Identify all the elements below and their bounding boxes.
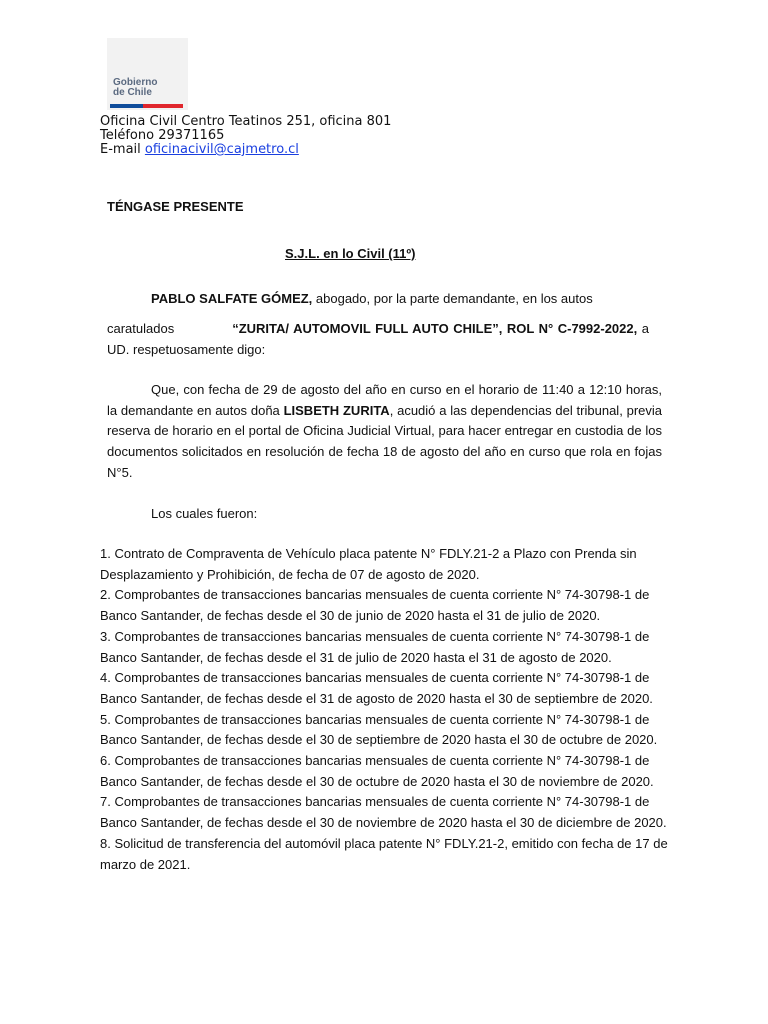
- list-item: 8. Solicitud de transferencia del automóvil placa patente N° FDLY.21-2, emitido con fecha de 17 de marzo de 2021.: [100, 835, 668, 872]
- email-link[interactable]: oficinacivil@cajmetro.cl: [144, 142, 299, 157]
- contact-block: [100, 115, 500, 157]
- lawyer-name: PABLO SALFATE GÓMEZ,: [151, 291, 313, 306]
- documents-list: [100, 544, 675, 875]
- caratulados-label: caratulados: [107, 321, 175, 336]
- list-item: 7. Comprobantes de transacciones bancarias mensuales de cuenta corriente N° 74-30798-1 de Banco Santander, de fechas desde el 30 de noviembre de 2020 hasta el 30 de diciembre de 2020.: [100, 794, 667, 831]
- intro-line: [151, 289, 593, 310]
- logo-bar-red: [143, 104, 183, 108]
- list-item: 6. Comprobantes de transacciones bancarias mensuales de cuenta corriente N° 74-30798-1 de Banco Santander, de fechas desde el 30 de octubre de 2020 hasta el 30 de noviembre de 2020.: [100, 753, 654, 789]
- main-paragraph: Que, con fecha de 29 de agosto del año en curso en el horario de 11:40 a 12:10 horas, la demandante en autos doña LISBETH ZURITA, acudió a las dependencias del tribunal, previa reserva de horario en el portal de Oficina Judicial Virtual, para hacer entregar en custodia de los documentos solicitados en resolución de fecha 18 de agosto del año en curso que rola en fojas N°5.: [107, 382, 663, 480]
- lawyer-role: abogado, por la parte demandante, en los autos: [312, 291, 593, 306]
- list-item: 4. Comprobantes de transacciones bancarias mensuales de cuenta corriente N° 74-30798-1 de Banco Santander, de fechas desde el 31 de agosto de 2020 hasta el 30 de septiembre de 2020.: [100, 670, 653, 706]
- list-intro: Los cuales fueron:: [151, 506, 258, 521]
- court-addressee: S.J.L. en lo Civil (11º): [285, 246, 416, 261]
- case-title: “ZURITA/ AUTOMOVIL FULL AUTO CHILE”, ROL N° C-7992-2022,: [232, 321, 638, 336]
- list-item: 1. Contrato de Compraventa de Vehículo placa patente N° FDLY.21-2 a Plazo con Prenda sin Desplazamiento y Prohibición, de fecha de 07 de agosto de 2020.: [100, 546, 637, 582]
- logo-text: Gobierno de Chile: [113, 77, 158, 98]
- gobierno-de-chile-logo: [107, 38, 188, 110]
- email-label: E-mail: [100, 142, 145, 157]
- list-item: 5. Comprobantes de transacciones bancarias mensuales de cuenta corriente N° 74-30798-1 de Banco Santander, de fechas desde el 30 de septiembre de 2020 hasta el 30 de octubre de 2020.: [100, 711, 658, 748]
- plaintiff-name: LISBETH ZURITA: [283, 402, 390, 418]
- logo-bar-blue: [110, 104, 143, 108]
- case-caption: [107, 319, 649, 360]
- document-heading: TÉNGASE PRESENTE: [107, 199, 244, 214]
- office-phone: Teléfono 29371165: [100, 128, 225, 143]
- office-address: Oficina Civil Centro Teatinos 251, oficina 801: [100, 114, 392, 129]
- email-line: [100, 143, 500, 157]
- list-item: 2. Comprobantes de transacciones bancarias mensuales de cuenta corriente N° 74-30798-1 de Banco Santander, de fechas desde el 30 de junio de 2020 hasta el 31 de julio de 2020.: [100, 587, 650, 624]
- list-item: 3. Comprobantes de transacciones bancarias mensuales de cuenta corriente N° 74-30798-1 de Banco Santander, de fechas desde el 31 de julio de 2020 hasta el 31 de agosto de 2020.: [100, 628, 650, 665]
- intro-closing: a UD. respetuosamente digo:: [107, 321, 650, 357]
